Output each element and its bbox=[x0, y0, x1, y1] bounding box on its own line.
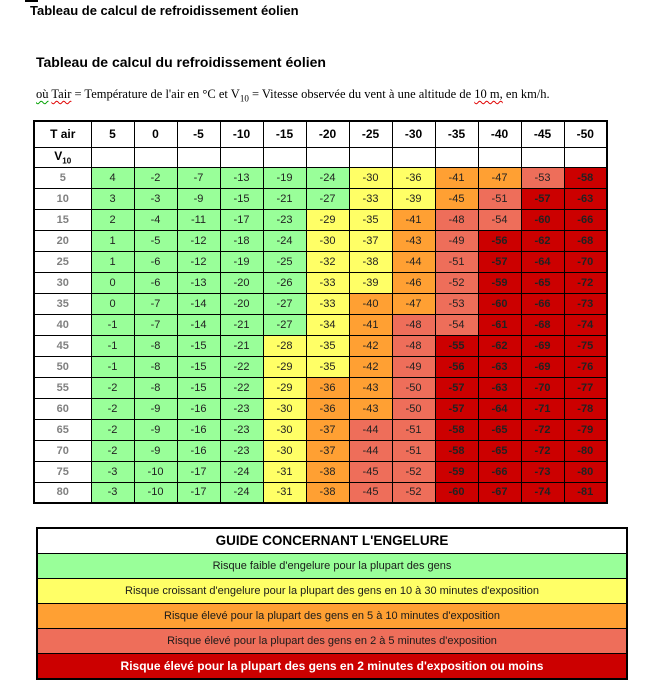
windchill-cell: -26 bbox=[263, 272, 306, 293]
legend-rows bbox=[38, 554, 626, 678]
windchill-cell: -49 bbox=[435, 230, 478, 251]
windchill-cell: -3 bbox=[91, 461, 134, 482]
windchill-cell: -69 bbox=[521, 335, 564, 356]
windchill-cell: -3 bbox=[91, 482, 134, 503]
windchill-cell: -78 bbox=[564, 398, 607, 419]
v10-subscript: 10 bbox=[62, 156, 72, 166]
windchill-cell: -49 bbox=[392, 356, 435, 377]
table-row bbox=[34, 482, 607, 503]
windchill-cell: -53 bbox=[435, 293, 478, 314]
windchill-cell: -51 bbox=[392, 440, 435, 461]
windchill-cell: -31 bbox=[263, 482, 306, 503]
table-row bbox=[34, 461, 607, 482]
windchill-cell: -1 bbox=[91, 314, 134, 335]
table-row bbox=[34, 377, 607, 398]
windchill-cell: -2 bbox=[91, 377, 134, 398]
windchill-cell: -27 bbox=[263, 293, 306, 314]
windchill-cell: -81 bbox=[564, 482, 607, 503]
v10-row bbox=[34, 147, 607, 167]
windchill-cell: -24 bbox=[263, 230, 306, 251]
empty-cell bbox=[435, 147, 478, 167]
windchill-cell: -80 bbox=[564, 440, 607, 461]
windchill-cell: -44 bbox=[392, 251, 435, 272]
windchill-cell: -25 bbox=[263, 251, 306, 272]
v10-label: V bbox=[54, 148, 63, 163]
windchill-cell: -56 bbox=[478, 230, 521, 251]
windchill-cell: -21 bbox=[220, 335, 263, 356]
windchill-cell: -73 bbox=[564, 293, 607, 314]
windchill-cell: -23 bbox=[220, 398, 263, 419]
windchill-cell: -45 bbox=[349, 482, 392, 503]
windchill-cell: -31 bbox=[263, 461, 306, 482]
windchill-cell: -76 bbox=[564, 356, 607, 377]
windchill-cell: -58 bbox=[435, 419, 478, 440]
windchill-cell: -57 bbox=[435, 377, 478, 398]
desc-word-10m: 10 m, bbox=[474, 87, 503, 101]
windchill-cell: -51 bbox=[478, 188, 521, 209]
windchill-cell: 0 bbox=[91, 272, 134, 293]
windchill-cell: -19 bbox=[220, 251, 263, 272]
windchill-cell: -66 bbox=[478, 461, 521, 482]
empty-cell bbox=[521, 147, 564, 167]
windchill-cell: -56 bbox=[435, 356, 478, 377]
desc-word-tair: Tair bbox=[51, 87, 72, 101]
windchill-cell: -72 bbox=[521, 419, 564, 440]
windchill-cell: -40 bbox=[349, 293, 392, 314]
table-row bbox=[34, 209, 607, 230]
windchill-cell: -52 bbox=[392, 482, 435, 503]
windchill-cell: -38 bbox=[306, 461, 349, 482]
desc-seg2: = Vitesse observée du vent à une altitude de bbox=[248, 87, 475, 101]
windchill-cell: -9 bbox=[177, 188, 220, 209]
windchill-cell: -33 bbox=[306, 293, 349, 314]
windchill-cell: -30 bbox=[306, 230, 349, 251]
windchill-cell: -50 bbox=[392, 398, 435, 419]
windchill-cell: -29 bbox=[263, 377, 306, 398]
windchill-cell: -21 bbox=[220, 314, 263, 335]
windchill-cell: -65 bbox=[478, 440, 521, 461]
empty-cell bbox=[220, 147, 263, 167]
windchill-cell: -63 bbox=[478, 377, 521, 398]
windchill-cell: -57 bbox=[435, 398, 478, 419]
section-title: Tableau de calcul du refroidissement éolien bbox=[36, 54, 326, 70]
col-header: -5 bbox=[177, 121, 220, 147]
table-row bbox=[34, 272, 607, 293]
row-label: 80 bbox=[34, 482, 91, 503]
windchill-cell: -6 bbox=[134, 251, 177, 272]
windchill-cell: -15 bbox=[177, 335, 220, 356]
windchill-cell: -2 bbox=[91, 398, 134, 419]
windchill-cell: -45 bbox=[349, 461, 392, 482]
table-row bbox=[34, 419, 607, 440]
windchill-cell: -51 bbox=[392, 419, 435, 440]
windchill-cell: -15 bbox=[177, 377, 220, 398]
windchill-cell: -69 bbox=[521, 356, 564, 377]
col-header: -40 bbox=[478, 121, 521, 147]
top-rule bbox=[25, 0, 38, 2]
windchill-cell: -21 bbox=[263, 188, 306, 209]
windchill-cell: -42 bbox=[349, 356, 392, 377]
desc-seg1: = Température de l'air en °C et V bbox=[71, 87, 240, 101]
windchill-cell: -71 bbox=[521, 398, 564, 419]
windchill-cell: -23 bbox=[220, 419, 263, 440]
windchill-cell: -13 bbox=[220, 167, 263, 188]
windchill-cell: -41 bbox=[349, 314, 392, 335]
windchill-cell: -17 bbox=[220, 209, 263, 230]
windchill-cell: -9 bbox=[134, 440, 177, 461]
table-row bbox=[34, 356, 607, 377]
legend-row: Risque élevé pour la plupart des gens en 2 minutes d'exposition ou moins bbox=[38, 654, 626, 678]
windchill-cell: -70 bbox=[564, 251, 607, 272]
windchill-cell: -64 bbox=[521, 251, 564, 272]
windchill-cell: -79 bbox=[564, 419, 607, 440]
windchill-cell: -9 bbox=[134, 398, 177, 419]
col-header: 5 bbox=[91, 121, 134, 147]
windchill-cell: -30 bbox=[263, 440, 306, 461]
windchill-cell: -29 bbox=[306, 209, 349, 230]
col-header: -50 bbox=[564, 121, 607, 147]
legend-row: Risque élevé pour la plupart des gens en 2 à 5 minutes d'exposition bbox=[38, 629, 626, 654]
col-header: -15 bbox=[263, 121, 306, 147]
windchill-cell: -5 bbox=[134, 230, 177, 251]
empty-cell bbox=[134, 147, 177, 167]
windchill-cell: -74 bbox=[521, 482, 564, 503]
windchill-cell: -43 bbox=[349, 377, 392, 398]
windchill-cell: -37 bbox=[306, 419, 349, 440]
windchill-cell: -7 bbox=[134, 293, 177, 314]
windchill-cell: -17 bbox=[177, 482, 220, 503]
row-label: 60 bbox=[34, 398, 91, 419]
windchill-cell: -57 bbox=[478, 251, 521, 272]
row-label: 25 bbox=[34, 251, 91, 272]
legend-row: Risque faible d'engelure pour la plupart des gens bbox=[38, 554, 626, 579]
windchill-cell: -72 bbox=[564, 272, 607, 293]
row-label: 30 bbox=[34, 272, 91, 293]
windchill-cell: -1 bbox=[91, 335, 134, 356]
windchill-cell: -48 bbox=[392, 335, 435, 356]
legend-row: Risque croissant d'engelure pour la plupart des gens en 10 à 30 minutes d'exposition bbox=[38, 579, 626, 604]
empty-cell bbox=[263, 147, 306, 167]
windchill-cell: -53 bbox=[521, 167, 564, 188]
windchill-cell: -13 bbox=[177, 272, 220, 293]
windchill-cell: -44 bbox=[349, 419, 392, 440]
windchill-cell: -59 bbox=[478, 272, 521, 293]
row-label: 70 bbox=[34, 440, 91, 461]
windchill-cell: -48 bbox=[435, 209, 478, 230]
windchill-cell: -16 bbox=[177, 398, 220, 419]
windchill-cell: -43 bbox=[392, 230, 435, 251]
windchill-cell: -33 bbox=[306, 272, 349, 293]
windchill-cell: -37 bbox=[349, 230, 392, 251]
windchill-cell: -15 bbox=[177, 356, 220, 377]
windchill-cell: -77 bbox=[564, 377, 607, 398]
windchill-cell: -23 bbox=[220, 440, 263, 461]
row-label: 75 bbox=[34, 461, 91, 482]
windchill-cell: -7 bbox=[134, 314, 177, 335]
windchill-cell: -46 bbox=[392, 272, 435, 293]
empty-cell bbox=[91, 147, 134, 167]
table-row bbox=[34, 167, 607, 188]
windchill-cell: -3 bbox=[134, 188, 177, 209]
windchill-cell: -12 bbox=[177, 251, 220, 272]
windchill-cell: -22 bbox=[220, 356, 263, 377]
windchill-cell: -8 bbox=[134, 356, 177, 377]
windchill-cell: -8 bbox=[134, 335, 177, 356]
windchill-cell: -80 bbox=[564, 461, 607, 482]
windchill-cell: -36 bbox=[392, 167, 435, 188]
windchill-cell: -50 bbox=[392, 377, 435, 398]
windchill-cell: -42 bbox=[349, 335, 392, 356]
windchill-cell: -72 bbox=[521, 440, 564, 461]
windchill-cell: -7 bbox=[177, 167, 220, 188]
desc-v10-subscript: 10 bbox=[239, 93, 249, 104]
windchill-cell: -64 bbox=[478, 398, 521, 419]
windchill-cell: 4 bbox=[91, 167, 134, 188]
row-label: 45 bbox=[34, 335, 91, 356]
table-row bbox=[34, 440, 607, 461]
windchill-cell: -22 bbox=[220, 377, 263, 398]
windchill-cell: -35 bbox=[306, 335, 349, 356]
windchill-cell: -20 bbox=[220, 293, 263, 314]
windchill-cell: -2 bbox=[91, 419, 134, 440]
windchill-cell: -27 bbox=[306, 188, 349, 209]
empty-cell bbox=[564, 147, 607, 167]
windchill-cell: -68 bbox=[521, 314, 564, 335]
windchill-cell: -48 bbox=[392, 314, 435, 335]
windchill-cell: -67 bbox=[478, 482, 521, 503]
row-label: 5 bbox=[34, 167, 91, 188]
description-line bbox=[36, 87, 550, 104]
windchill-cell: -74 bbox=[564, 314, 607, 335]
desc-seg3: en km/h. bbox=[502, 87, 550, 101]
windchill-cell: -12 bbox=[177, 230, 220, 251]
windchill-cell: -20 bbox=[220, 272, 263, 293]
table-row bbox=[34, 335, 607, 356]
windchill-cell: -16 bbox=[177, 440, 220, 461]
row-label: 65 bbox=[34, 419, 91, 440]
windchill-cell: -11 bbox=[177, 209, 220, 230]
frostbite-guide-box bbox=[36, 527, 628, 680]
windchill-cell: -65 bbox=[521, 272, 564, 293]
windchill-cell: -36 bbox=[306, 377, 349, 398]
windchill-cell: 2 bbox=[91, 209, 134, 230]
windchill-cell: -68 bbox=[564, 230, 607, 251]
col-header: -30 bbox=[392, 121, 435, 147]
windchill-cell: -30 bbox=[349, 167, 392, 188]
windchill-cell: -65 bbox=[478, 419, 521, 440]
windchill-table bbox=[33, 120, 608, 504]
windchill-cell: -18 bbox=[220, 230, 263, 251]
windchill-cell: -28 bbox=[263, 335, 306, 356]
windchill-cell: -37 bbox=[306, 440, 349, 461]
row-label: 55 bbox=[34, 377, 91, 398]
windchill-cell: -52 bbox=[392, 461, 435, 482]
row-label: 35 bbox=[34, 293, 91, 314]
windchill-cell: 1 bbox=[91, 230, 134, 251]
windchill-cell: -19 bbox=[263, 167, 306, 188]
windchill-cell: -30 bbox=[263, 419, 306, 440]
windchill-cell: -58 bbox=[564, 167, 607, 188]
windchill-cell: -60 bbox=[521, 209, 564, 230]
windchill-cell: -34 bbox=[306, 314, 349, 335]
windchill-cell: -10 bbox=[134, 482, 177, 503]
windchill-cell: -75 bbox=[564, 335, 607, 356]
windchill-cell: -43 bbox=[349, 398, 392, 419]
windchill-cell: -1 bbox=[91, 356, 134, 377]
windchill-cell: -41 bbox=[392, 209, 435, 230]
header-row bbox=[34, 121, 607, 147]
windchill-cell: -47 bbox=[392, 293, 435, 314]
col-header: 0 bbox=[134, 121, 177, 147]
empty-cell bbox=[392, 147, 435, 167]
table-row bbox=[34, 314, 607, 335]
windchill-cell: -24 bbox=[220, 482, 263, 503]
col-header: -25 bbox=[349, 121, 392, 147]
table-row bbox=[34, 230, 607, 251]
legend-title: GUIDE CONCERNANT L'ENGELURE bbox=[38, 529, 626, 554]
windchill-cell: -62 bbox=[521, 230, 564, 251]
windchill-cell: -54 bbox=[478, 209, 521, 230]
empty-cell bbox=[177, 147, 220, 167]
table-row bbox=[34, 251, 607, 272]
windchill-cell: -39 bbox=[392, 188, 435, 209]
windchill-cell: -66 bbox=[521, 293, 564, 314]
windchill-cell: -44 bbox=[349, 440, 392, 461]
windchill-cell: -36 bbox=[306, 398, 349, 419]
windchill-cell: -2 bbox=[134, 167, 177, 188]
windchill-cell: -41 bbox=[435, 167, 478, 188]
windchill-cell: -23 bbox=[263, 209, 306, 230]
windchill-cell: -38 bbox=[306, 482, 349, 503]
windchill-cell: -35 bbox=[349, 209, 392, 230]
col-header: -45 bbox=[521, 121, 564, 147]
v10-label-cell bbox=[34, 147, 91, 167]
windchill-cell: -61 bbox=[478, 314, 521, 335]
windchill-cell: -38 bbox=[349, 251, 392, 272]
col-header: -10 bbox=[220, 121, 263, 147]
windchill-cell: -58 bbox=[435, 440, 478, 461]
row-label: 15 bbox=[34, 209, 91, 230]
windchill-cell: -29 bbox=[263, 356, 306, 377]
table-row bbox=[34, 188, 607, 209]
windchill-cell: -62 bbox=[478, 335, 521, 356]
windchill-cell: -2 bbox=[91, 440, 134, 461]
row-label: 10 bbox=[34, 188, 91, 209]
row-label: 20 bbox=[34, 230, 91, 251]
windchill-cell: -10 bbox=[134, 461, 177, 482]
windchill-cell: -32 bbox=[306, 251, 349, 272]
table-body bbox=[34, 167, 607, 503]
windchill-cell: 3 bbox=[91, 188, 134, 209]
windchill-cell: -52 bbox=[435, 272, 478, 293]
windchill-cell: -39 bbox=[349, 272, 392, 293]
row-label: 40 bbox=[34, 314, 91, 335]
windchill-cell: -17 bbox=[177, 461, 220, 482]
windchill-cell: -9 bbox=[134, 419, 177, 440]
col-header: -35 bbox=[435, 121, 478, 147]
windchill-cell: -70 bbox=[521, 377, 564, 398]
row-label: 50 bbox=[34, 356, 91, 377]
windchill-cell: -59 bbox=[435, 461, 478, 482]
windchill-cell: -73 bbox=[521, 461, 564, 482]
windchill-cell: -4 bbox=[134, 209, 177, 230]
windchill-cell: -30 bbox=[263, 398, 306, 419]
windchill-cell: -15 bbox=[220, 188, 263, 209]
corner-cell-t-air: T air bbox=[34, 121, 91, 147]
windchill-cell: -27 bbox=[263, 314, 306, 335]
windchill-cell: -16 bbox=[177, 419, 220, 440]
windchill-cell: -57 bbox=[521, 188, 564, 209]
legend-row: Risque élevé pour la plupart des gens en 5 à 10 minutes d'exposition bbox=[38, 604, 626, 629]
windchill-cell: -55 bbox=[435, 335, 478, 356]
windchill-cell: -47 bbox=[478, 167, 521, 188]
windchill-cell: -33 bbox=[349, 188, 392, 209]
windchill-cell: -8 bbox=[134, 377, 177, 398]
desc-word-ou: où bbox=[36, 87, 49, 101]
empty-cell bbox=[306, 147, 349, 167]
windchill-cell: 0 bbox=[91, 293, 134, 314]
windchill-cell: 1 bbox=[91, 251, 134, 272]
empty-cell bbox=[478, 147, 521, 167]
windchill-cell: -66 bbox=[564, 209, 607, 230]
empty-cell bbox=[349, 147, 392, 167]
page-title: Tableau de calcul de refroidissement éolien bbox=[30, 3, 299, 18]
windchill-cell: -24 bbox=[220, 461, 263, 482]
windchill-cell: -14 bbox=[177, 293, 220, 314]
windchill-cell: -54 bbox=[435, 314, 478, 335]
col-header: -20 bbox=[306, 121, 349, 147]
table-row bbox=[34, 293, 607, 314]
table-row bbox=[34, 398, 607, 419]
windchill-cell: -24 bbox=[306, 167, 349, 188]
windchill-cell: -63 bbox=[564, 188, 607, 209]
windchill-cell: -63 bbox=[478, 356, 521, 377]
windchill-cell: -35 bbox=[306, 356, 349, 377]
windchill-cell: -60 bbox=[478, 293, 521, 314]
windchill-cell: -14 bbox=[177, 314, 220, 335]
windchill-cell: -51 bbox=[435, 251, 478, 272]
windchill-cell: -6 bbox=[134, 272, 177, 293]
windchill-cell: -60 bbox=[435, 482, 478, 503]
windchill-cell: -45 bbox=[435, 188, 478, 209]
